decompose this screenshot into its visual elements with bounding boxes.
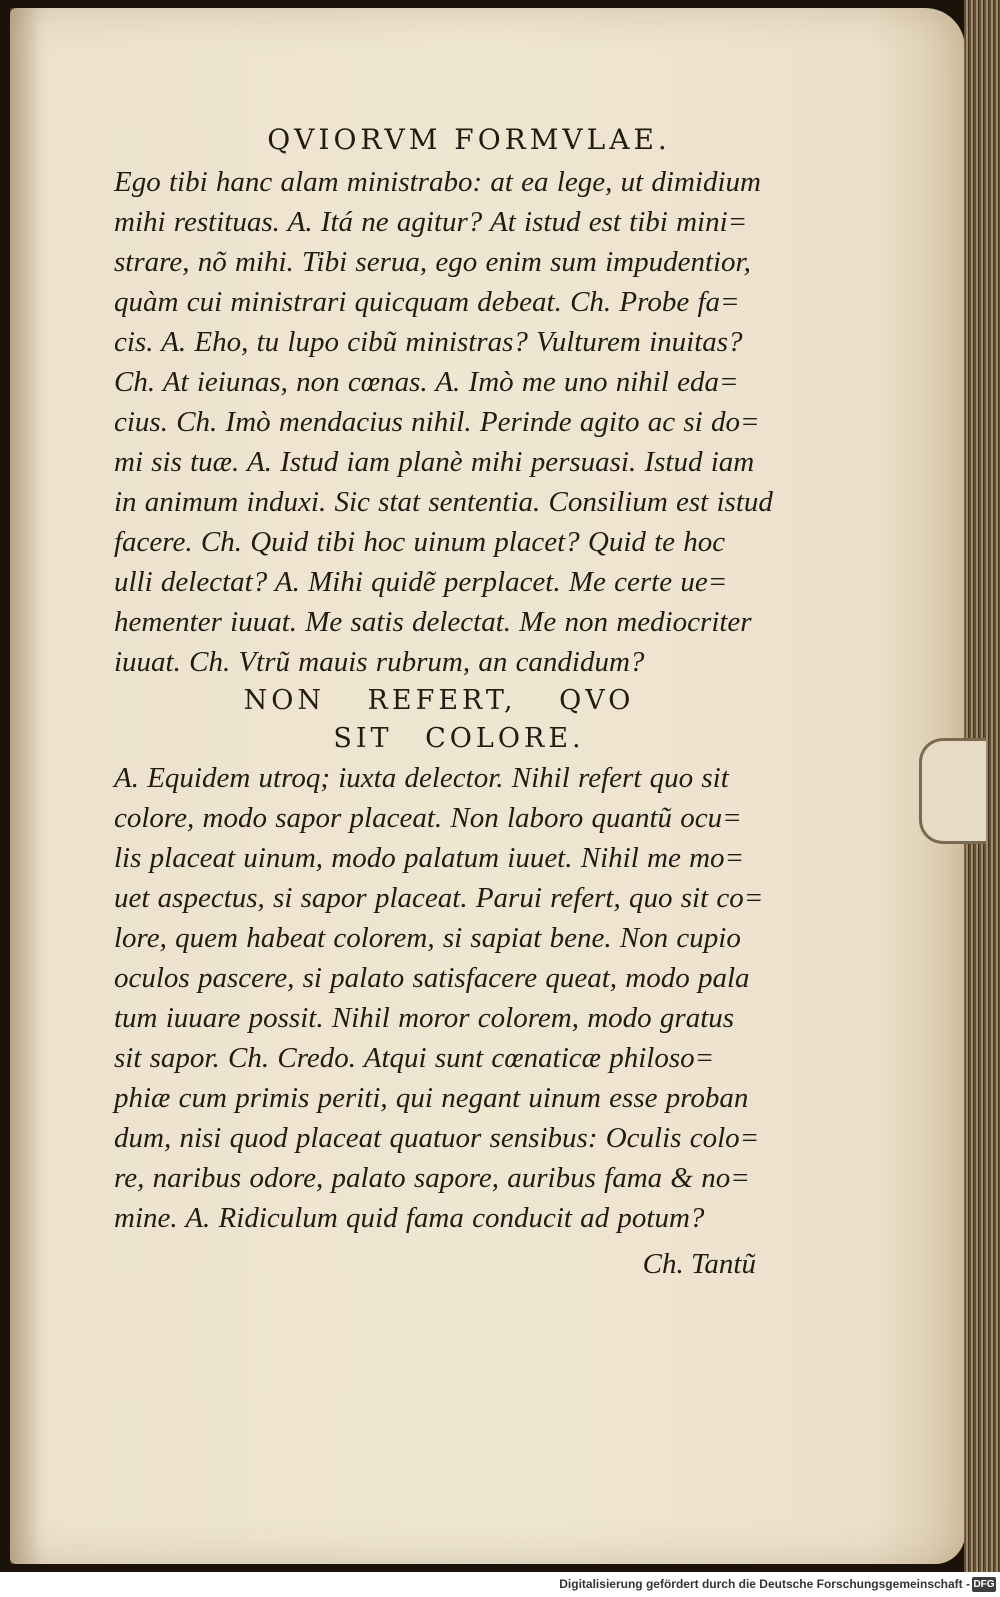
footer-bar — [0, 1574, 1000, 1597]
section-heading-line-1: NON REFERT, QVO — [243, 685, 635, 716]
footer-credit: Digitalisierung gefördert durch die Deutsche Forschungsgemeinschaft - — [559, 1577, 970, 1591]
catchword: Ch. Tantũ — [642, 1248, 756, 1280]
text-line: colore, modo sapor placeat. Non laboro quantũ ocu= — [114, 802, 742, 834]
text-line: iuuat. Ch. Vtrũ mauis rubrum, an candidum? — [114, 646, 645, 678]
dfg-logo: DFG — [973, 1579, 995, 1590]
text-line: tum iuuare possit. Nihil moror colorem, modo gratus — [114, 1002, 735, 1034]
text-part-1 — [114, 162, 773, 682]
text-line: strare, nõ mihi. Tibi serua, ego enim sum impudentior, — [114, 246, 751, 278]
text-line: facere. Ch. Quid tibi hoc uinum placet? Quid te hoc — [114, 526, 726, 558]
text-line: phiæ cum primis periti, qui negant uinum esse proban — [114, 1082, 749, 1114]
text-line: Ego tibi hanc alam ministrabo: at ea lege, ut dimidium — [114, 166, 761, 198]
text-line: mi sis tuæ. A. Istud iam planè mihi persuasi. Istud iam — [114, 446, 755, 478]
text-line: cius. Ch. Imò mendacius nihil. Perinde agito ac si do= — [114, 406, 760, 438]
text-line: lore, quem habeat colorem, si sapiat bene. Non cupio — [114, 922, 741, 954]
text-part-2 — [114, 758, 764, 1238]
text-line: mihi restituas. A. Itá ne agitur? At istud est tibi mini= — [114, 206, 748, 238]
text-line: lis placeat uinum, modo palatum iuuet. Nihil me mo= — [114, 842, 745, 874]
page-shading — [10, 8, 40, 1564]
book-page — [10, 8, 965, 1564]
text-line: uet aspectus, si sapor placeat. Parui refert, quo sit co= — [114, 882, 764, 914]
section-heading-line-2: SIT COLORE. — [333, 723, 585, 754]
book-clasp — [919, 738, 986, 844]
text-line: dum, nisi quod placeat quatuor sensibus: Oculis colo= — [114, 1122, 760, 1154]
text-block — [114, 123, 773, 1284]
text-line: re, naribus odore, palato sapore, auribus fama & no= — [114, 1162, 750, 1194]
text-line: mine. A. Ridiculum quid fama conducit ad potum? — [114, 1202, 705, 1234]
text-line: quàm cui ministrari quicquam debeat. Ch. Probe fa= — [114, 286, 740, 318]
text-line: A. Equidem utroq; iuxta delector. Nihil refert quo sit — [114, 762, 729, 794]
text-line: ulli delectat? A. Mihi quidẽ perplacet. Me certe ue= — [114, 566, 728, 598]
text-line: hementer iuuat. Me satis delectat. Me non mediocriter — [114, 606, 752, 638]
text-line: Ch. At ieiunas, non cœnas. A. Imò me uno nihil eda= — [114, 366, 739, 398]
text-line: cis. A. Eho, tu lupo cibũ ministras? Vulturem inuitas? — [114, 326, 743, 358]
text-line: in animum induxi. Sic stat sententia. Consilium est istud — [114, 486, 773, 518]
running-head: QVIORVM FORMVLAE. — [267, 123, 671, 156]
text-line: oculos pascere, si palato satisfacere queat, modo pala — [114, 962, 750, 994]
text-line: sit sapor. Ch. Credo. Atqui sunt cœnaticæ philoso= — [114, 1042, 715, 1074]
